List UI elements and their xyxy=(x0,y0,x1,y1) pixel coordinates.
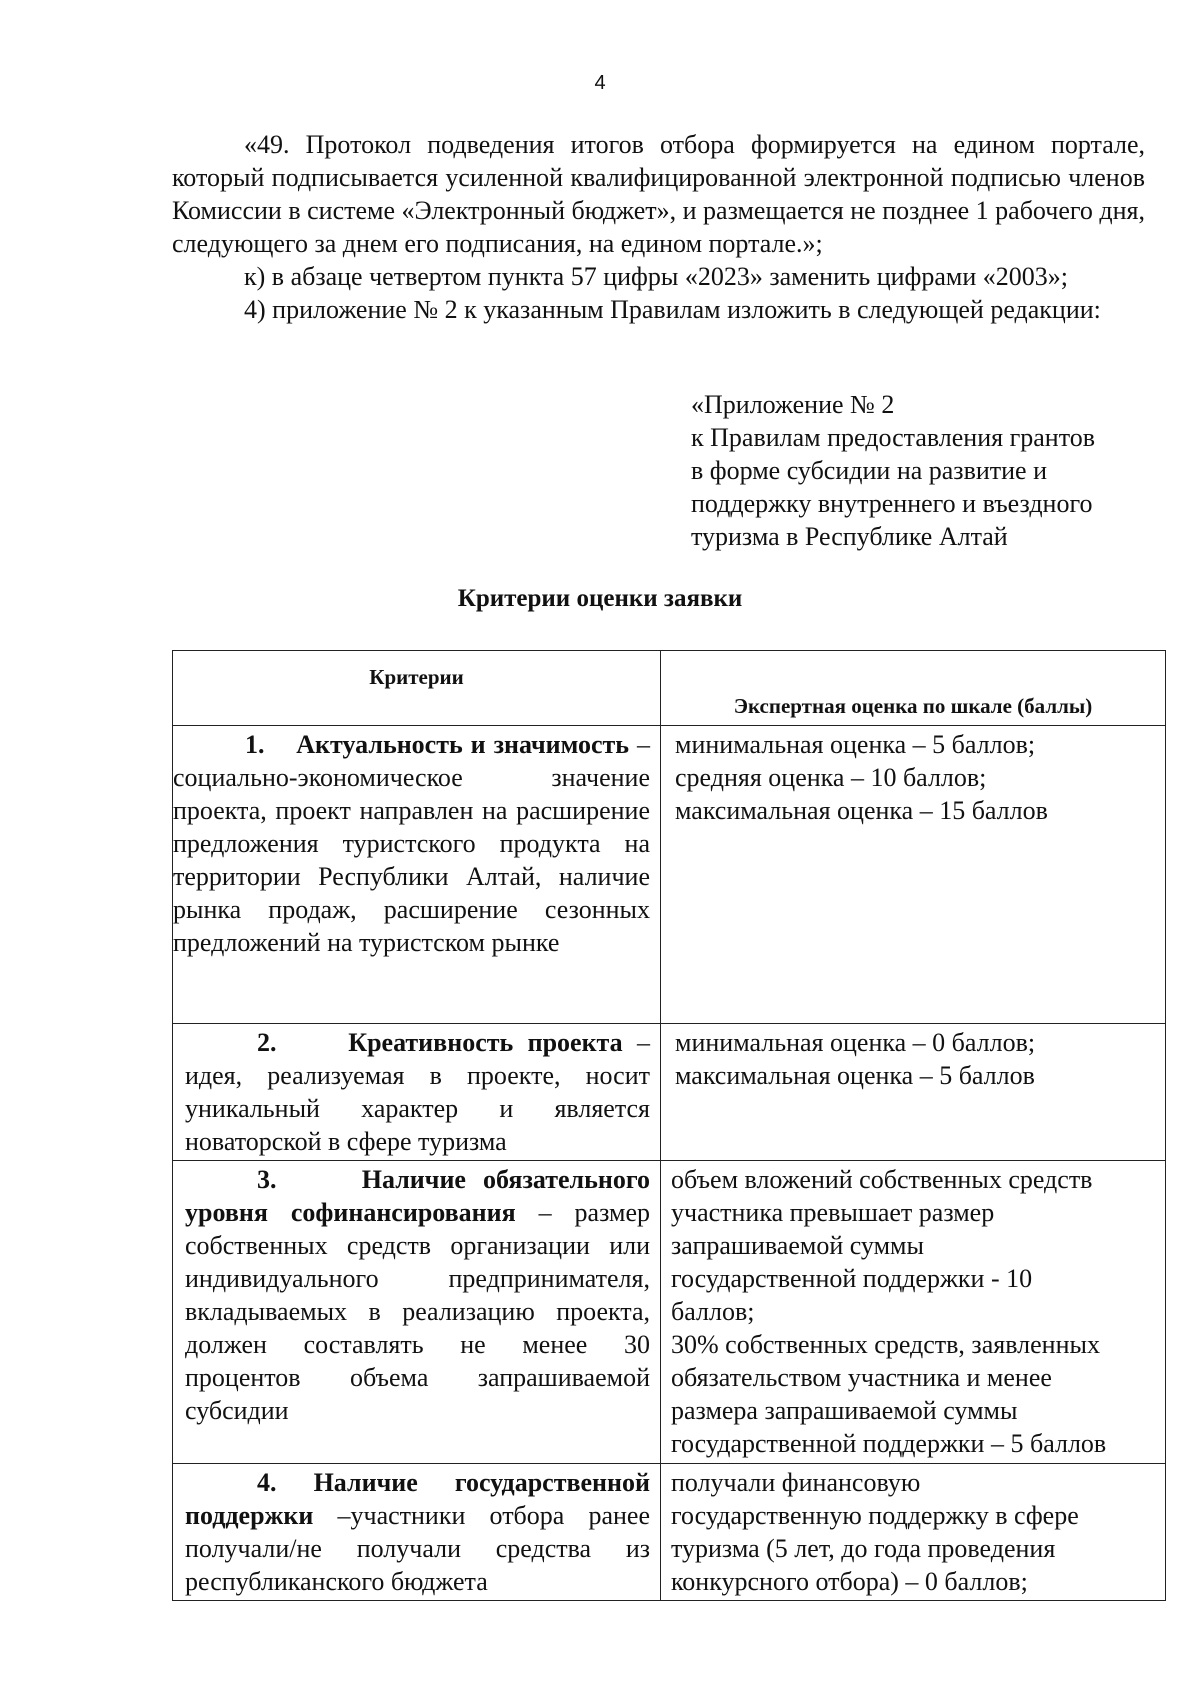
score-cell xyxy=(661,1464,1166,1601)
criterion-title: Наличие обязательного уровня софинансирования xyxy=(185,1165,651,1227)
section-heading: Критерии оценки заявки xyxy=(457,585,743,612)
page-number: 4 xyxy=(594,72,606,94)
score-line: конкурсного отбора) – 0 баллов; xyxy=(671,1567,1028,1596)
score-line: запрашиваемой суммы xyxy=(671,1231,924,1260)
criterion-number: 2. xyxy=(257,1028,277,1057)
score-cell xyxy=(661,726,1166,1024)
header-criteria: Критерии xyxy=(173,651,661,726)
criterion-text: – размер собственных средств организации или индивидуального предпринимателя, вкладываемых в реализацию проекта, должен составлять не менее 30 процентов объема запрашиваемой субсидии xyxy=(185,1198,650,1425)
annex-line: поддержку внутреннего и въездного xyxy=(691,489,1093,518)
criterion-title: Актуальность и значимость xyxy=(296,730,630,759)
score-line: государственную поддержку в сфере xyxy=(671,1501,1079,1530)
criterion-number: 1. xyxy=(245,730,265,759)
criterion-number: 4. xyxy=(257,1468,277,1497)
body-text xyxy=(172,128,1145,326)
table-row xyxy=(173,726,1166,1024)
annex-line: туризма в Республике Алтай xyxy=(691,522,1008,551)
criterion-text: –участники отбора ранее получали/не получали средства из республиканского бюджета xyxy=(185,1501,650,1596)
score-line: получали финансовую xyxy=(671,1468,921,1497)
score-line: туризма (5 лет, до года проведения xyxy=(671,1534,1056,1563)
table-row xyxy=(173,1024,1166,1161)
table-row xyxy=(173,1161,1166,1464)
paragraph-item-4: 4) приложение № 2 к указанным Правилам изложить в следующей редакции: xyxy=(244,295,1101,324)
paragraph-protocol: «49. Протокол подведения итогов отбора формируется на едином порталe, который подписывается усиленной квалифицированной электронной подписью членов Комиссии в системе «Электронный бюджет», и размещается не позднее 1 рабочего дня, следующего за днем его подписания, на едином портале.»; xyxy=(172,130,1145,258)
score-line: объем вложений собственных средств xyxy=(671,1165,1093,1194)
paragraph-item-k: к) в абзаце четвертом пункта 57 цифры «2023» заменить цифрами «2003»; xyxy=(244,262,1069,291)
criterion-cell xyxy=(173,1464,661,1601)
score-line: размера запрашиваемой суммы xyxy=(671,1396,1018,1425)
score-line: средняя оценка – 10 баллов; xyxy=(675,763,987,792)
annex-line: «Приложение № 2 xyxy=(691,390,895,419)
score-line: государственной поддержки - 10 xyxy=(671,1264,1033,1293)
table-header-row xyxy=(173,651,1166,726)
score-line: 30% собственных средств, заявленных xyxy=(671,1330,1100,1359)
criterion-text: – социально-экономическое значение проекта, проект направлен на расширение предложения туристского продукта на территории Республики Алтай, наличие рынка продаж, расширение сезонных предложений на туристском рынке xyxy=(173,730,651,957)
criterion-number: 3. xyxy=(257,1165,277,1194)
header-expert-score: Экспертная оценка по шкале (баллы) xyxy=(661,651,1166,726)
annex-reference xyxy=(691,388,1151,553)
score-cell xyxy=(661,1024,1166,1161)
criterion-text: – идея, реализуемая в проекте, носит уникальный характер и является новаторской в сфере туризма xyxy=(185,1028,651,1156)
criterion-cell xyxy=(173,1024,661,1161)
score-line: обязательством участника и менее xyxy=(671,1363,1052,1392)
score-line: баллов; xyxy=(671,1297,755,1326)
annex-line: к Правилам предоставления грантов xyxy=(691,423,1096,452)
criteria-table xyxy=(172,650,1166,1601)
score-line: минимальная оценка – 0 баллов; xyxy=(675,1028,1036,1057)
score-line: государственной поддержки – 5 баллов xyxy=(671,1429,1107,1458)
score-line: минимальная оценка – 5 баллов; xyxy=(675,730,1036,759)
score-line: максимальная оценка – 15 баллов xyxy=(675,796,1048,825)
criterion-cell xyxy=(173,1161,661,1464)
score-line: максимальная оценка – 5 баллов xyxy=(675,1061,1035,1090)
criterion-cell xyxy=(173,726,661,1024)
score-line: участника превышает размер xyxy=(671,1198,995,1227)
criterion-title: Креативность проекта xyxy=(348,1028,623,1057)
annex-line: в форме субсидии на развитие и xyxy=(691,456,1048,485)
score-cell xyxy=(661,1161,1166,1464)
criterion-title: Наличие государственной поддержки xyxy=(185,1468,650,1530)
table-row xyxy=(173,1464,1166,1601)
